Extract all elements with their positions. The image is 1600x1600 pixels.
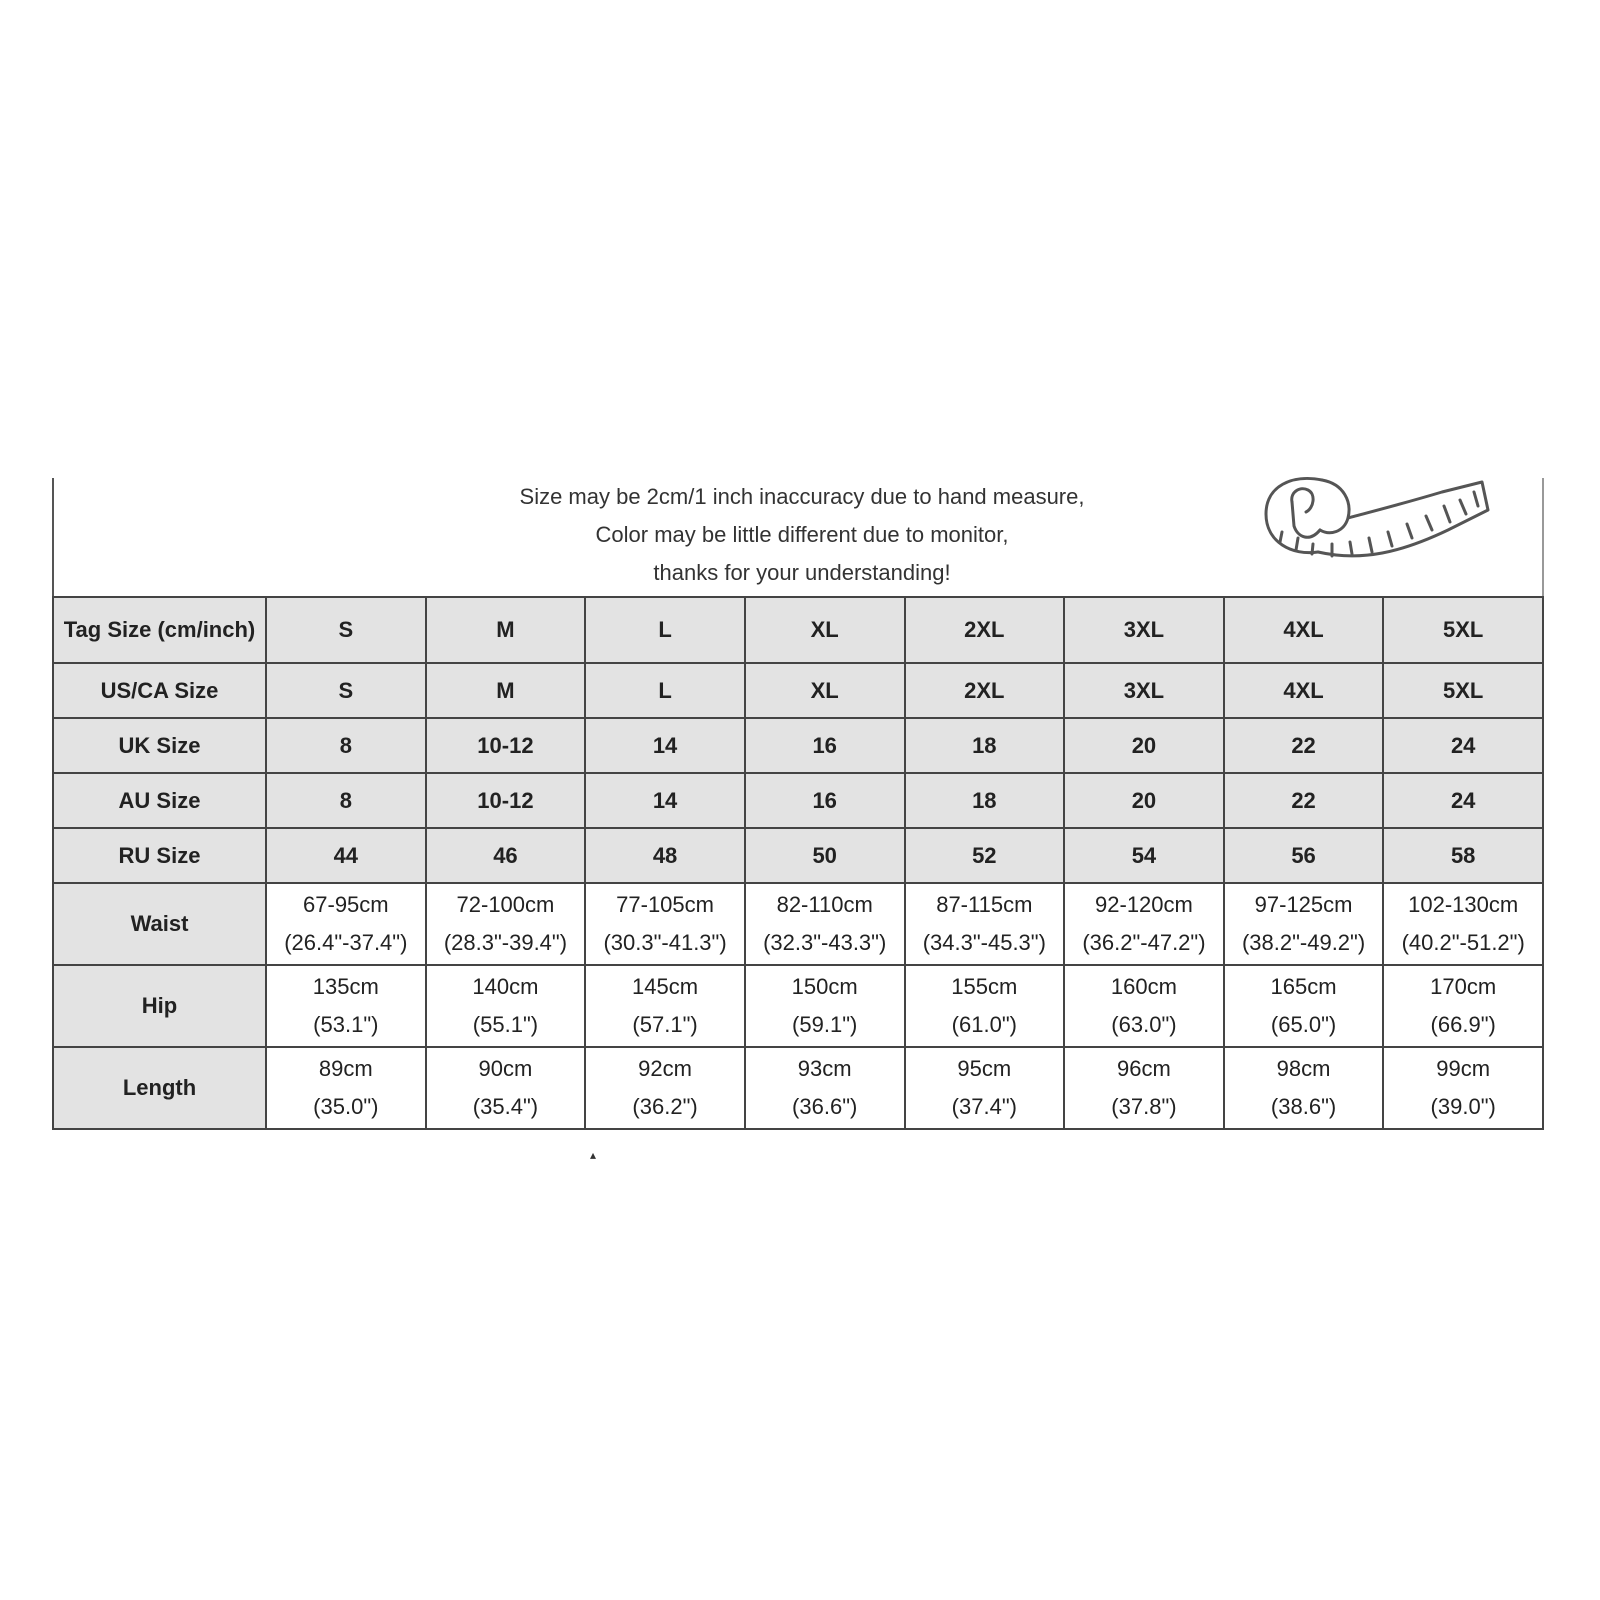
size-cell: 56 <box>1224 828 1384 883</box>
row-label: AU Size <box>53 773 266 828</box>
measurement-cell <box>426 1047 586 1129</box>
table-row <box>53 1047 1543 1129</box>
size-cell: 20 <box>1064 718 1224 773</box>
size-cell: 14 <box>585 718 745 773</box>
notice-line-2: Color may be little different due to monitor, <box>595 522 1009 547</box>
measurement-cell <box>1383 965 1543 1047</box>
size-cell: 14 <box>585 773 745 828</box>
measurement-inch: (55.1") <box>472 1012 539 1037</box>
measurement-inch: (35.4") <box>472 1094 539 1119</box>
measurement-cm: 90cm <box>478 1056 533 1081</box>
measurement-inch: (66.9") <box>1430 1012 1496 1037</box>
measurement-cell <box>426 965 586 1047</box>
measurement-cell <box>905 965 1065 1047</box>
measurement-cm: 82-110cm <box>776 892 873 917</box>
measuring-tape-icon <box>1252 472 1492 582</box>
measurement-cell <box>1224 1047 1384 1129</box>
measurement-notice <box>52 478 1544 596</box>
measurement-inch: (63.0") <box>1111 1012 1177 1037</box>
measurement-cm: 145cm <box>632 974 699 999</box>
measurement-inch: (57.1") <box>632 1012 698 1037</box>
notice-line-1: Size may be 2cm/1 inch inaccuracy due to hand measure, <box>519 484 1085 509</box>
measurement-cell <box>745 1047 905 1129</box>
size-cell: 3XL <box>1064 663 1224 718</box>
measurement-inch: (35.0") <box>313 1094 379 1119</box>
measurement-cell <box>585 883 745 965</box>
row-label: Waist <box>53 883 266 965</box>
measurement-inch: (32.3"-43.3") <box>763 930 887 955</box>
measurement-cm: 165cm <box>1270 974 1337 999</box>
size-cell: 2XL <box>905 597 1065 663</box>
measurement-cm: 102-130cm <box>1408 892 1519 917</box>
notice-text <box>352 478 1252 592</box>
table-row <box>53 597 1543 663</box>
size-cell: 4XL <box>1224 597 1384 663</box>
measurement-cm: 150cm <box>791 974 858 999</box>
size-cell: 54 <box>1064 828 1224 883</box>
measurement-cell <box>1383 883 1543 965</box>
size-cell: 20 <box>1064 773 1224 828</box>
measurement-cell <box>1064 965 1224 1047</box>
measurement-cm: 87-115cm <box>936 892 1033 917</box>
measurement-cm: 77-105cm <box>616 892 714 917</box>
measurement-cm: 140cm <box>472 974 539 999</box>
measurement-cell <box>585 965 745 1047</box>
measurement-cell <box>745 965 905 1047</box>
table-row <box>53 965 1543 1047</box>
size-cell: 24 <box>1383 718 1543 773</box>
measurement-inch: (30.3"-41.3") <box>603 930 727 955</box>
measurement-inch: (34.3"-45.3") <box>922 930 1046 955</box>
row-label: US/CA Size <box>53 663 266 718</box>
measurement-cell <box>585 1047 745 1129</box>
measurement-inch: (65.0") <box>1270 1012 1337 1037</box>
size-cell: 8 <box>266 718 426 773</box>
measurement-inch: (38.6") <box>1270 1094 1337 1119</box>
size-cell: 18 <box>905 773 1065 828</box>
size-cell: 22 <box>1224 773 1384 828</box>
measurement-cm: 95cm <box>957 1056 1012 1081</box>
notice-line-3: thanks for your understanding! <box>653 560 951 585</box>
size-table <box>52 596 1544 1130</box>
measurement-cell <box>1224 965 1384 1047</box>
size-cell: XL <box>745 663 905 718</box>
measurement-cm: 170cm <box>1430 974 1497 999</box>
measurement-cm: 96cm <box>1117 1056 1171 1081</box>
measurement-cm: 72-100cm <box>456 892 555 917</box>
measurement-cell <box>266 883 426 965</box>
size-cell: 10-12 <box>426 773 586 828</box>
row-label: UK Size <box>53 718 266 773</box>
measurement-inch: (59.1") <box>792 1012 858 1037</box>
size-cell: L <box>585 597 745 663</box>
measurement-cm: 99cm <box>1436 1056 1491 1081</box>
measurement-cm: 98cm <box>1276 1056 1331 1081</box>
size-cell: 2XL <box>905 663 1065 718</box>
measurement-inch: (38.2"-49.2") <box>1241 930 1366 955</box>
measurement-cell <box>1383 1047 1543 1129</box>
size-cell: 46 <box>426 828 586 883</box>
size-cell: 3XL <box>1064 597 1224 663</box>
stray-mark: ▴ <box>590 1148 597 1162</box>
measurement-inch: (36.2"-47.2") <box>1082 930 1206 955</box>
table-row <box>53 883 1543 965</box>
size-cell: 48 <box>585 828 745 883</box>
measurement-cell <box>1064 1047 1224 1129</box>
measurement-cm: 92-120cm <box>1095 892 1193 917</box>
measurement-cm: 160cm <box>1110 974 1177 999</box>
measurement-inch: (37.8") <box>1111 1094 1177 1119</box>
size-cell: 24 <box>1383 773 1543 828</box>
row-label: Length <box>53 1047 266 1129</box>
table-row <box>53 718 1543 773</box>
measurement-inch: (36.2") <box>632 1094 698 1119</box>
size-cell: 16 <box>745 718 905 773</box>
measurement-cell <box>1224 883 1384 965</box>
measurement-cell <box>266 965 426 1047</box>
measurement-cm: 92cm <box>638 1056 692 1081</box>
measurement-cell <box>1064 883 1224 965</box>
size-cell: S <box>266 663 426 718</box>
measurement-inch: (28.3"-39.4") <box>443 930 568 955</box>
measurement-cm: 97-125cm <box>1254 892 1353 917</box>
size-cell: 4XL <box>1224 663 1384 718</box>
size-cell: L <box>585 663 745 718</box>
measurement-inch: (53.1") <box>313 1012 379 1037</box>
measurement-inch: (26.4"-37.4") <box>284 930 408 955</box>
size-cell: 16 <box>745 773 905 828</box>
measurement-inch: (40.2"-51.2") <box>1401 930 1525 955</box>
measurement-cm: 135cm <box>312 974 379 999</box>
row-label: Hip <box>53 965 266 1047</box>
measurement-cell <box>745 883 905 965</box>
table-row <box>53 773 1543 828</box>
measurement-inch: (61.0") <box>951 1012 1017 1037</box>
size-cell: 5XL <box>1383 663 1543 718</box>
size-cell: XL <box>745 597 905 663</box>
table-row <box>53 828 1543 883</box>
measurement-cm: 93cm <box>797 1056 852 1081</box>
size-cell: 52 <box>905 828 1065 883</box>
size-cell: 8 <box>266 773 426 828</box>
measurement-inch: (36.6") <box>792 1094 858 1119</box>
measurement-inch: (37.4") <box>951 1094 1017 1119</box>
size-cell: 22 <box>1224 718 1384 773</box>
measurement-cm: 67-95cm <box>303 892 389 917</box>
size-cell: M <box>426 597 586 663</box>
size-cell: 18 <box>905 718 1065 773</box>
measurement-cm: 89cm <box>318 1056 373 1081</box>
measurement-inch: (39.0") <box>1430 1094 1496 1119</box>
size-cell: 50 <box>745 828 905 883</box>
row-label: RU Size <box>53 828 266 883</box>
size-cell: 58 <box>1383 828 1543 883</box>
size-cell: S <box>266 597 426 663</box>
size-cell: 44 <box>266 828 426 883</box>
measurement-cell <box>426 883 586 965</box>
size-cell: 10-12 <box>426 718 586 773</box>
table-row <box>53 663 1543 718</box>
row-label: Tag Size (cm/inch) <box>53 597 266 663</box>
measurement-cm: 155cm <box>951 974 1018 999</box>
measurement-cell <box>905 883 1065 965</box>
size-cell: 5XL <box>1383 597 1543 663</box>
measurement-cell <box>266 1047 426 1129</box>
size-cell: M <box>426 663 586 718</box>
measurement-cell <box>905 1047 1065 1129</box>
